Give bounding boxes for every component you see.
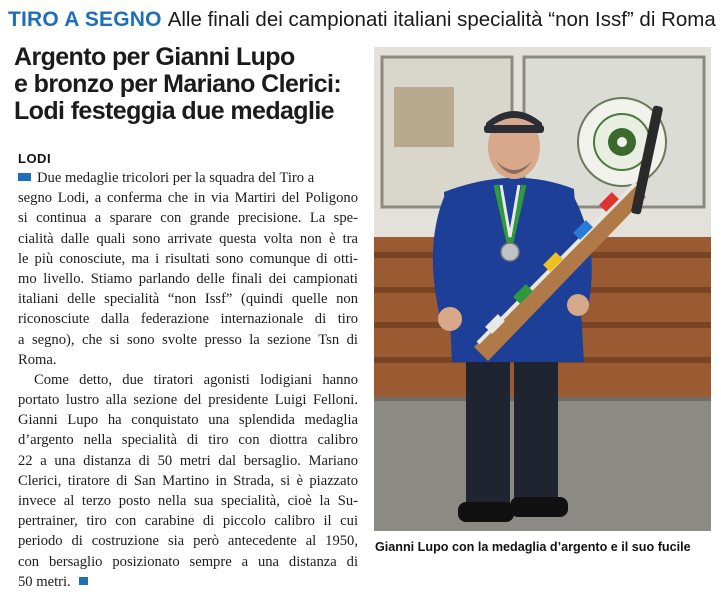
body-line: portato lustro alla sezione del presidente Luigi Felloni. bbox=[18, 392, 358, 409]
body-line: riconosciute dalla federazione internazionale di tiro bbox=[18, 311, 358, 328]
body-line: segno Lodi, a conferma che in via Martiri del Poligono bbox=[18, 190, 358, 207]
body-line: si continua a sparare con grande precisione. La spe- bbox=[18, 210, 358, 227]
section-label: TIRO A SEGNO bbox=[8, 8, 162, 31]
body-line: le più conosciute, ma i risultati sono comunque di otti- bbox=[18, 250, 358, 267]
headline-line: e bronzo per Mariano Clerici: bbox=[14, 70, 342, 98]
photo-caption: Gianni Lupo con la medaglia d’argento e il suo fucile bbox=[375, 540, 691, 554]
dateline: LODI bbox=[18, 151, 52, 166]
kicker bbox=[8, 6, 718, 34]
article-body bbox=[18, 168, 358, 592]
body-line: a segno), che si sono svolte presso la sezione Tsn di bbox=[18, 331, 358, 348]
end-marker-icon bbox=[79, 577, 88, 585]
body-line: Come detto, due tiratori agonisti lodigiani hanno bbox=[34, 371, 358, 388]
article-photo bbox=[374, 47, 711, 531]
paragraph-marker-icon bbox=[18, 173, 31, 181]
body-line: Gianni Lupo ha conquistato una splendida medaglia bbox=[18, 412, 358, 429]
body-line: mo livello. Stiamo parlando delle finali dei campionati bbox=[18, 270, 358, 287]
body-line: italiani delle specialità “non Issf” (quindi quelle non bbox=[18, 291, 358, 308]
body-line: Clerici, tiratore di San Martino in Strada, si è piazzato bbox=[18, 472, 358, 489]
headline bbox=[14, 44, 364, 125]
body-line: invece al terzo posto nella sua specialità, cioè la Su- bbox=[18, 493, 358, 509]
body-line: periodo di costruzione sia però antecedente al 1950, bbox=[18, 533, 358, 550]
body-line: con bersaglio posizionato sempre a una distanza di bbox=[18, 553, 358, 570]
body-line: 50 metri. bbox=[18, 572, 358, 592]
body-line: cialità dalle quali sono arrivate questa volta non è tra bbox=[18, 230, 358, 247]
headline-line: Argento per Gianni Lupo bbox=[14, 43, 295, 71]
body-line: 22 a una distanza di 50 metri dal bersaglio. Mariano bbox=[18, 452, 358, 469]
headline-line: Lodi festeggia due medaglie bbox=[14, 97, 334, 125]
kicker-subtitle: Alle finali dei campionati italiani specialità “non Issf” di Roma bbox=[167, 8, 716, 31]
body-line: pertrainer, tiro con carabine di piccolo calibro il cui bbox=[18, 513, 358, 530]
body-line: Roma. bbox=[18, 351, 57, 368]
body-line: d’argento nella specialità di tiro con diottra calibro bbox=[18, 432, 358, 449]
body-line: Due medaglie tricolori per la squadra del Tiro a bbox=[18, 168, 358, 188]
